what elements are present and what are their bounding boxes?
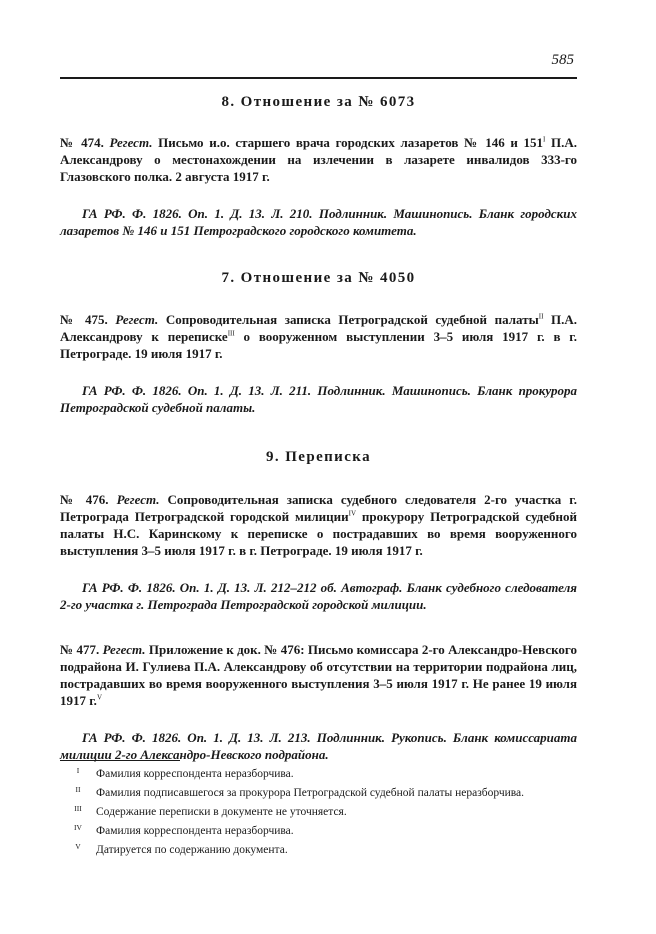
footnote	[60, 806, 577, 825]
footnote-text: Содержание переписки в документе не уточняется.	[96, 806, 347, 818]
footnote-mark: II	[75, 785, 81, 794]
footnote-rule	[60, 760, 180, 761]
regest-label: Регест.	[115, 312, 159, 327]
footnote	[60, 768, 577, 787]
footnote-mark: IV	[74, 823, 82, 832]
footnote-text: Датируется по содержанию документа.	[96, 844, 288, 856]
section-heading: 8. Отношение за № 6073	[221, 94, 416, 110]
footnotes	[60, 768, 577, 863]
entry-number: № 477.	[60, 642, 100, 657]
archive-reference: ГА РФ. Ф. 1826. Оп. 1. Д. 13. Л. 210. Подлинник. Машинопись. Бланк городских лазаретов № 146 и 151 Петроградского городского комитета.	[60, 206, 577, 238]
entry-text: П.А. Александрову к переписке	[60, 312, 577, 344]
document-body	[60, 92, 577, 763]
archive-reference: ГА РФ. Ф. 1826. Оп. 1. Д. 13. Л. 213. Подлинник. Рукопись. Бланк комиссариата милиции 2-го Александро-Невского подрайона.	[60, 730, 577, 762]
entry-text: прокурору Петроградской судебной палаты Н.С. Каринскому к переписке о пострадавших во время вооруженного выступления 3–5 июля 1917 г. в г. Петрограде. 19 июля 1917 г.	[60, 509, 577, 558]
footnote-mark: III	[74, 804, 82, 813]
archive-reference: ГА РФ. Ф. 1826. Оп. 1. Д. 13. Л. 211. Подлинник. Машинопись. Бланк прокурора Петроградской судебной палаты.	[60, 383, 577, 415]
footnote-marker: I	[543, 135, 546, 144]
footnote-mark: I	[76, 766, 80, 775]
footnote-text: Фамилия корреспондента неразборчива.	[96, 825, 294, 837]
archive-reference: ГА РФ. Ф. 1826. Оп. 1. Д. 13. Л. 212–212 об. Автограф. Бланк судебного следователя 2-го участка г. Петрограда Петроградской городской милиции.	[60, 580, 577, 612]
section-heading: 9. Переписка	[266, 449, 371, 465]
regest-label: Регест.	[109, 135, 153, 150]
section-heading: 7. Отношение за № 4050	[221, 270, 416, 286]
entry-text: о вооруженном выступлении 3–5 июля 1917 г. в г. Петрограде. 19 июля 1917 г.	[60, 329, 577, 361]
footnote	[60, 787, 577, 806]
document-entry	[60, 311, 577, 362]
footnote-text: Фамилия подписавшегося за прокурора Петроградской судебной палаты неразборчива.	[96, 787, 525, 799]
entry-text: Сопроводительная записка судебного следователя 2-го участка г. Петрограда Петроградской городской милиции	[60, 492, 577, 524]
document-entry	[60, 641, 577, 709]
page-number: 585	[551, 52, 574, 68]
footnote-text: Фамилия корреспондента неразборчива.	[96, 768, 294, 780]
entry-text: Приложение к док. № 476: Письмо комиссара 2-го Александро-Невского подрайона И. Гулиева П.А. Александрову об отсутствии на территории подрайона лиц, пострадавших во время вооруженного выступления 3–5 июля 1917 г. Не ранее 19 июля 1917 г.	[60, 642, 577, 708]
header-rule	[60, 77, 577, 79]
entry-number: № 474.	[60, 135, 104, 150]
footnote-marker: IV	[348, 509, 357, 518]
footnote-marker: II	[538, 312, 544, 321]
entry-text: Сопроводительная записка Петроградской судебной палаты	[165, 312, 539, 327]
footnote-mark: V	[75, 842, 81, 851]
entry-number: № 476.	[60, 492, 109, 507]
footnote	[60, 844, 577, 863]
footnote	[60, 825, 577, 844]
regest-label: Регест.	[102, 642, 146, 657]
entry-text: Письмо и.о. старшего врача городских лазаретов № 146 и 151	[158, 135, 543, 150]
entry-number: № 475.	[60, 312, 108, 327]
footnote-marker: V	[96, 693, 102, 702]
footnote-marker: III	[227, 329, 235, 338]
entry-text: П.А. Александрову о местонахождении на излечении в лазарете инвалидов 333-го Глазовского полка. 2 августа 1917 г.	[60, 135, 577, 184]
regest-label: Регест.	[116, 492, 160, 507]
document-entry	[60, 134, 577, 185]
document-entry	[60, 491, 577, 559]
